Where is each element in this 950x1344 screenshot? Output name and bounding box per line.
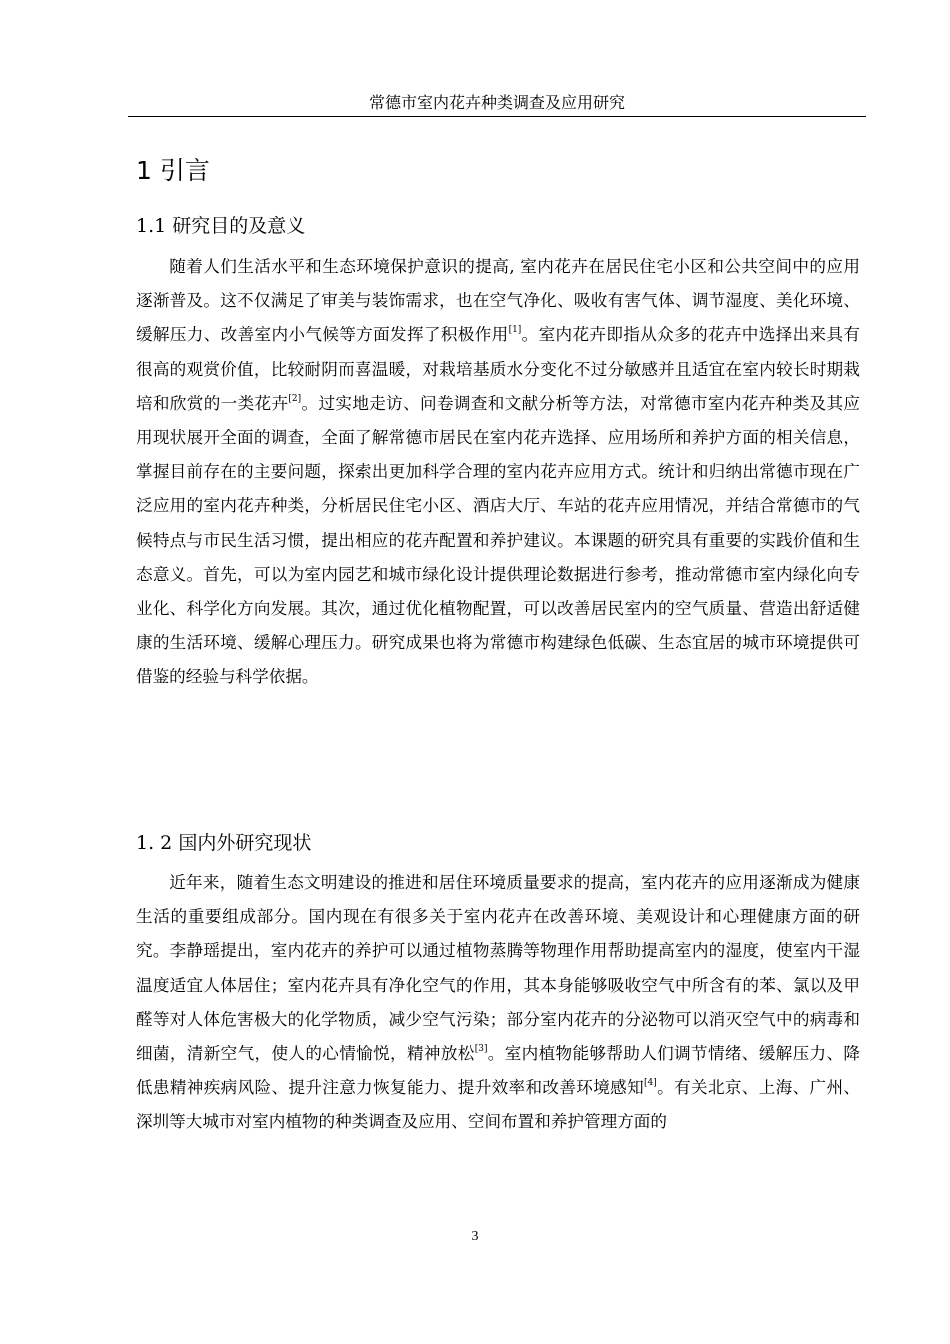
section-title-1-2 xyxy=(136,830,311,856)
header-rule xyxy=(128,116,866,117)
paragraph-text: 。过实地走访、问卷调查和文献分析等方法，对常德市室内花卉种类及其应用现状展开全面的调查，全面了解常德市居民在室内花卉选择、应用场所和养护方面的相关信息，掌握目前存在的主要问题，探索出更加科学合理的室内花卉应用方式。统计和归纳出常德市现在广泛应用的室内花卉种类，分析居民住宅小区、酒店大厅、车站的花卉应用情况，并结合常德市的气候特点与市民生活习惯，提出相应的花卉配置和养护建议。本课题的研究具有重要的实践价值和生态意义。首先，可以为室内园艺和城市绿化设计提供理论数据进行参考，推动常德市室内绿化向专业化、科学化方向发展。其次，通过优化植物配置，可以改善居民室内的空气质量、营造出舒适健康的生活环境、缓解心理压力。研究成果也将为常德市构建绿色低碳、生态宜居的城市环境提供可借鉴的经验与科学依据。 xyxy=(136,393,861,687)
section-number: 1.1 xyxy=(136,215,167,237)
page-number: 3 xyxy=(471,1229,479,1244)
citation-ref-1: [1] xyxy=(508,325,522,336)
paragraph-text: 随着人们生活水平和生态环境保护意识的提高, 室内花卉在居民住宅小区和公共空间中的应用逐渐普及。这不仅满足了审美与装饰需求，也在空气净化、吸收有害气体、调节湿度、美化环境、缓解压力、改善室内小气候等方面发挥了积极作用 xyxy=(136,257,860,345)
paragraph-text: 近年来，随着生态文明建设的推进和居住环境质量要求的提高，室内花卉的应用逐渐成为健康生活的重要组成部分。国内现在有很多关于室内花卉在改善环境、美观设计和心理健康方面的研究。李静瑶提出，室内花卉的养护可以通过植物蒸腾等物理作用帮助提高室内的湿度，使室内干湿温度适宜人体居住；室内花卉具有净化空气的作用，其本身能够吸收空气中所含有的苯、氯以及甲醛等对人体危害极大的化学物质，减少空气污染；部分室内花卉的分泌物可以消灭空气中的病毒和细菌，清新空气，使人的心情愉悦，精神放松 xyxy=(136,873,860,1064)
paragraph-research-purpose xyxy=(136,250,860,695)
section-heading-text: 国内外研究现状 xyxy=(178,832,312,854)
citation-ref-2: [2] xyxy=(288,393,302,404)
paragraph-text: 。室内植物能够帮助人们调节情绪、缓解压力、降低患精神疾病风险、提升注意力恢复能力、提升效率和改善环境感知 xyxy=(136,1044,861,1098)
paragraph-research-status xyxy=(136,866,860,1140)
running-header: 常德市室内花卉种类调查及应用研究 xyxy=(368,93,625,112)
section-number: 1. 2 xyxy=(136,832,173,854)
paragraph-text: 。室内花卉即指从众多的花卉中选择出来具有很高的观赏价值，比较耐阴而喜温暖，对栽培基质水分变化不过分敏感并且适宜在室内较长时期栽培和欣赏的一类花卉 xyxy=(136,325,861,413)
citation-ref-3: [3] xyxy=(474,1044,488,1055)
paragraph-text: 。有关北京、上海、广州、深圳等大城市对室内植物的种类调查及应用、空间布置和养护管理方面的 xyxy=(136,1078,861,1132)
section-title-1-1 xyxy=(136,213,305,239)
section-heading-text: 研究目的及意义 xyxy=(172,215,306,237)
citation-ref-4: [4] xyxy=(644,1078,657,1089)
chapter-title: 1 引言 xyxy=(136,156,210,185)
